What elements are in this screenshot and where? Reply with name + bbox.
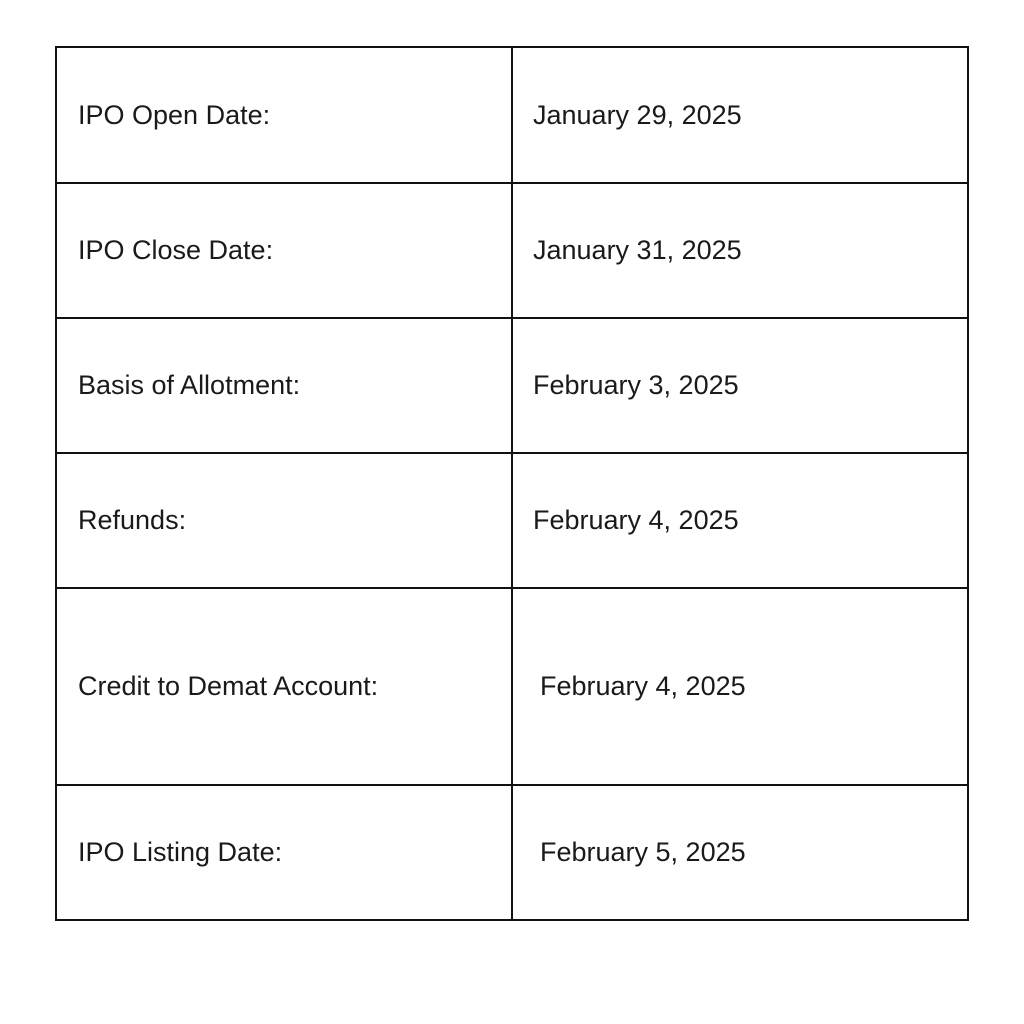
- table-row: [56, 588, 968, 785]
- row-value: February 4, 2025: [512, 588, 968, 785]
- row-label: IPO Open Date:: [56, 47, 512, 183]
- table-row: [56, 453, 968, 588]
- table-row: [56, 785, 968, 920]
- row-label: Credit to Demat Account:: [56, 588, 512, 785]
- row-label: IPO Listing Date:: [56, 785, 512, 920]
- table-row: [56, 47, 968, 183]
- row-value: January 31, 2025: [512, 183, 968, 318]
- row-value: February 5, 2025: [512, 785, 968, 920]
- table-row: [56, 183, 968, 318]
- row-value: February 4, 2025: [512, 453, 968, 588]
- row-label: Refunds:: [56, 453, 512, 588]
- row-value: February 3, 2025: [512, 318, 968, 453]
- table-row: [56, 318, 968, 453]
- ipo-schedule-table: [55, 46, 969, 921]
- row-value: January 29, 2025: [512, 47, 968, 183]
- row-label: Basis of Allotment:: [56, 318, 512, 453]
- row-label: IPO Close Date:: [56, 183, 512, 318]
